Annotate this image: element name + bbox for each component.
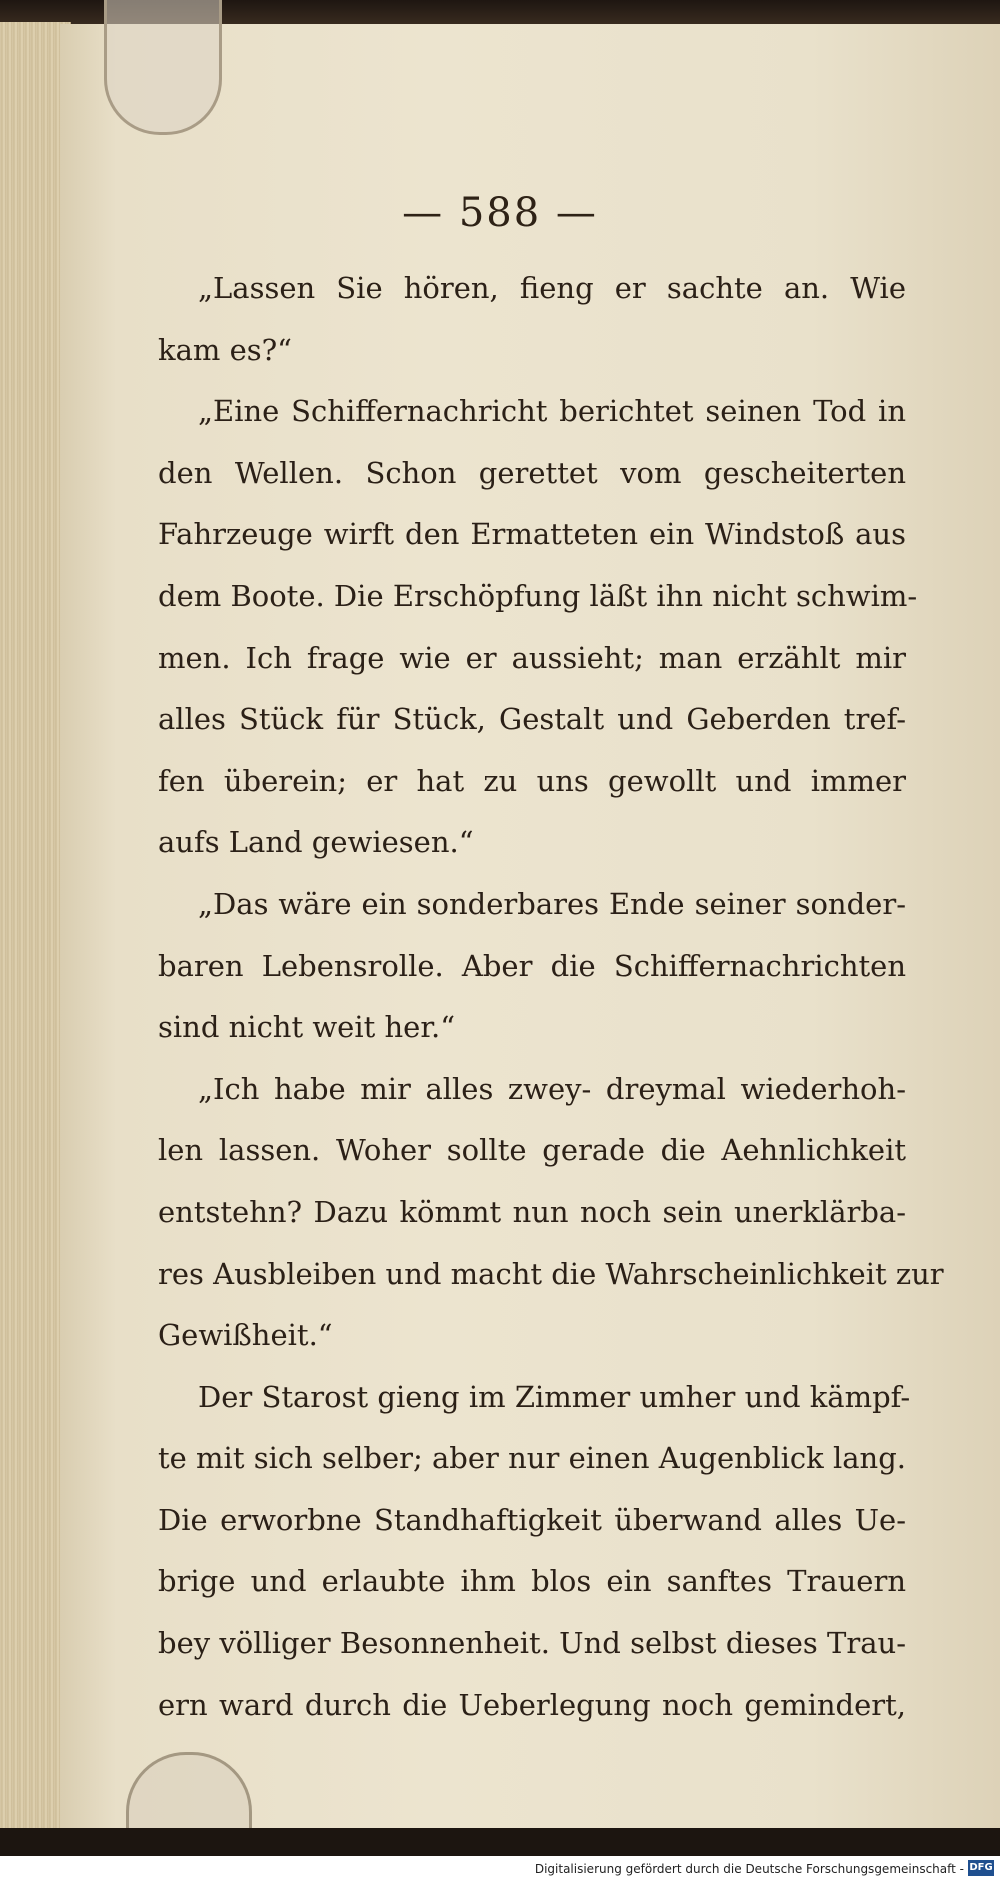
text-line: Die erworbne Standhaftigkeit überwand alles Ue-: [158, 1502, 906, 1537]
text-line: Der Starost gieng im Zimmer umher und kämpf-: [198, 1379, 911, 1414]
text-line: alles Stück für Stück, Gestalt und Geberden tref-: [158, 702, 906, 737]
text-line: entstehn? Dazu kömmt nun noch sein unerklärba-: [158, 1194, 906, 1229]
text-line: fen überein; er hat zu uns gewollt und immer: [158, 763, 906, 798]
text-line: ern ward durch die Ueberlegung noch gemindert,: [158, 1687, 906, 1722]
page-number: — 588 —: [402, 190, 598, 236]
text-line: Fahrzeuge wirft den Ermatteten ein Windstoß aus: [158, 517, 906, 552]
text-line: den Wellen. Schon gerettet vom gescheiterten: [158, 455, 906, 490]
scan-bottom-border: [0, 1828, 1000, 1856]
text-line: „Lassen Sie hören, fieng er sachte an. Wie: [198, 271, 906, 305]
digitization-credit: Digitalisierung gefördert durch die Deutsche Forschungsgemeinschaft -: [534, 1862, 964, 1876]
text-line: men. Ich frage wie er aussieht; man erzählt mir: [158, 640, 906, 675]
text-line: sind nicht weit her.“: [158, 1010, 456, 1045]
text-line: baren Lebensrolle. Aber die Schiffernachrichten: [158, 948, 906, 983]
text-line: len lassen. Woher sollte gerade die Aehnlichkeit: [158, 1133, 906, 1168]
text-line: „Eine Schiffernachricht berichtet seinen Tod in: [198, 394, 906, 429]
text-line: dem Boote. Die Erschöpfung läßt ihn nicht schwim-: [158, 578, 918, 613]
page-clip-top: [104, 0, 222, 135]
text-line: kam es?“: [158, 332, 292, 367]
text-line: „Das wäre ein sonderbares Ende seiner sonder-: [198, 886, 906, 921]
text-line: bey völliger Besonnenheit. Und selbst dieses Trau-: [158, 1626, 906, 1661]
text-line: res Ausbleiben und macht die Wahrscheinlichkeit zur: [158, 1256, 944, 1291]
text-line: brige und erlaubte ihm blos ein sanftes Trauern: [158, 1564, 906, 1599]
text-line: Gewißheit.“: [158, 1318, 333, 1353]
text-line: aufs Land gewiesen.“: [158, 825, 474, 860]
text-line: te mit sich selber; aber nur einen Augenblick lang.: [158, 1441, 906, 1476]
text-line: „Ich habe mir alles zwey- dreymal wiederhoh-: [198, 1071, 906, 1106]
page-body-text: [158, 258, 944, 1736]
dfg-logo: DFG: [968, 1860, 994, 1876]
